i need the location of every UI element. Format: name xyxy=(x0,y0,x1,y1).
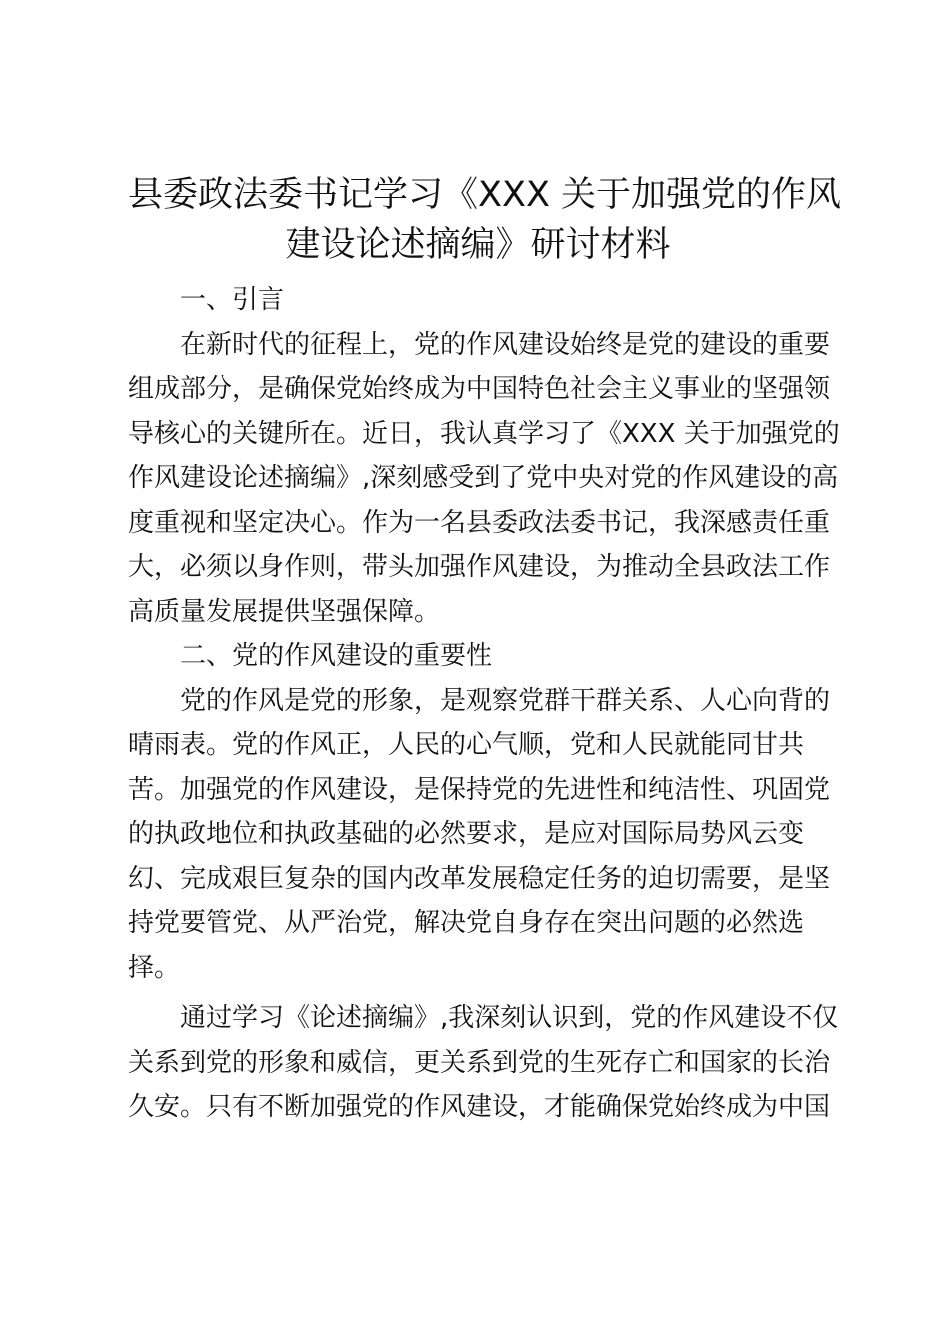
paragraph-line: 通过学习《论述摘编》,我深刻认识到，党的作风建设不仅 xyxy=(180,1003,839,1033)
paragraph-line: 晴雨表。党的作风正，人民的心气顺，党和人民就能同甘共 xyxy=(128,730,805,760)
document-body xyxy=(128,278,840,1130)
paragraph-line: 高质量发展提供坚强保障。 xyxy=(128,596,441,627)
paragraph-learning-reflection xyxy=(128,996,839,1130)
paragraph-line: 大，必须以身作则，带头加强作风建设，为推动全县政法工作 xyxy=(128,552,831,582)
paragraph-line: 苦。加强党的作风建设，是保持党的先进性和纯洁性、巩固党 xyxy=(128,774,831,805)
paragraph-line: 久安。只有不断加强党的作风建设，才能确保党始终成为中国 xyxy=(128,1092,831,1122)
paragraph-importance xyxy=(128,679,831,991)
paragraph-line: 的执政地位和执政基础的必然要求，是应对国际局势风云变 xyxy=(128,819,805,849)
paragraph-line: 择。 xyxy=(128,952,181,983)
document-title xyxy=(128,170,842,270)
title-line-1: 县委政法委书记学习《XXX 关于加强党的作风 xyxy=(128,175,842,215)
paragraph-line: 作风建设论述摘编》,深刻感受到了党中央对党的作风建设的高 xyxy=(128,463,839,493)
paragraph-introduction xyxy=(128,323,840,635)
paragraph-line: 持党要管党、从严治党，解决党自身存在突出问题的必然选 xyxy=(128,908,805,938)
title-line-2: 建设论述摘编》研讨材料 xyxy=(285,225,671,265)
paragraph-line: 度重视和坚定决心。作为一名县委政法委书记，我深感责任重 xyxy=(128,507,831,538)
section-heading-introduction: 一、引言 xyxy=(180,285,285,315)
paragraph-line: 党的作风是党的形象，是观察党群干群关系、人心向背的 xyxy=(180,685,831,716)
paragraph-line: 关系到党的形象和威信，更关系到党的生死存亡和国家的长治 xyxy=(128,1047,831,1078)
paragraph-line: 导核心的关键所在。近日，我认真学习了《XXX 关于加强党的 xyxy=(128,418,840,449)
paragraph-line: 在新时代的征程上，党的作风建设始终是党的建设的重要 xyxy=(180,329,831,360)
section-heading-importance: 二、党的作风建设的重要性 xyxy=(180,641,493,671)
paragraph-line: 幻、完成艰巨复杂的国内改革发展稳定任务的迫切需要，是坚 xyxy=(128,863,831,894)
paragraph-line: 组成部分，是确保党始终成为中国特色社会主义事业的坚强领 xyxy=(128,374,831,404)
